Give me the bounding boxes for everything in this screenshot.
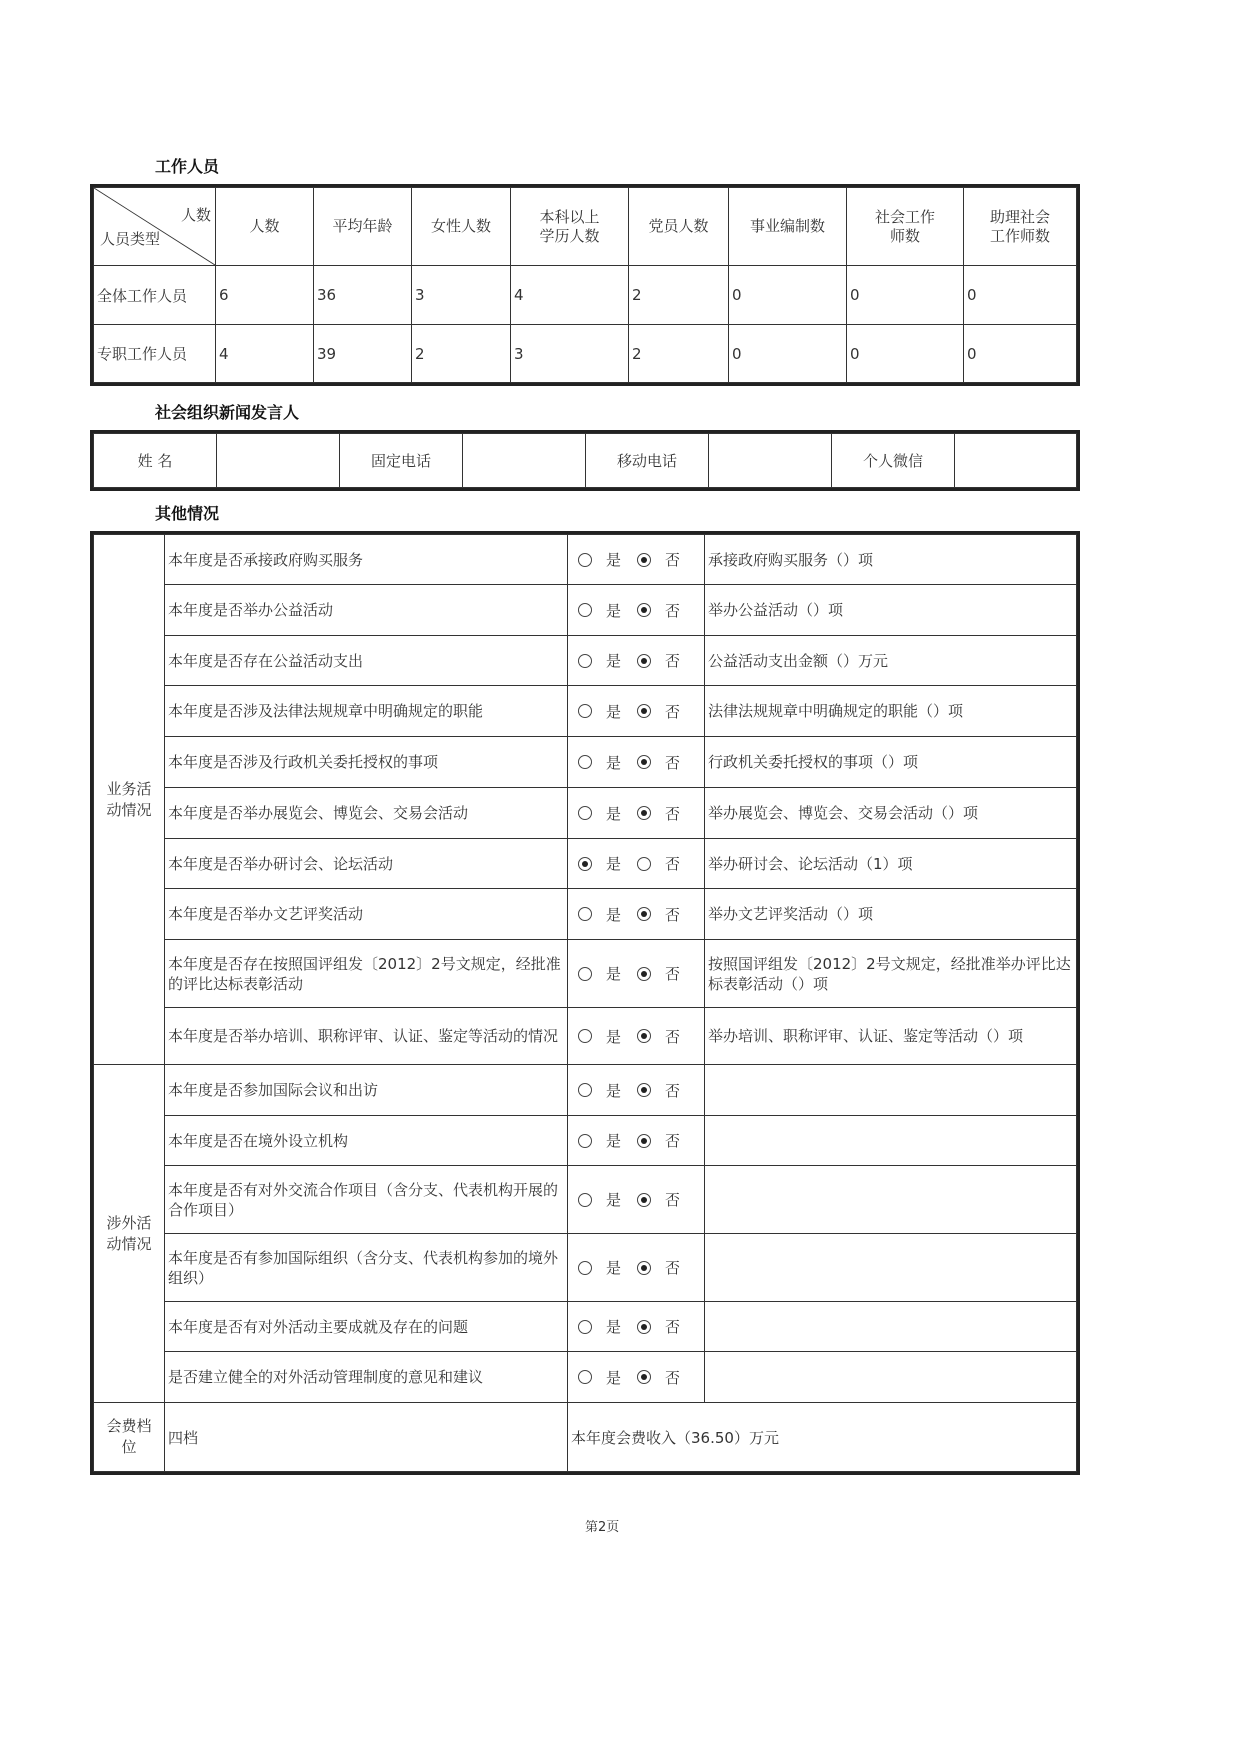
yes-no-choice (568, 737, 705, 788)
no-radio[interactable] (637, 603, 651, 617)
mobile-label: 移动电话 (586, 434, 709, 488)
no-label: 否 (665, 1368, 681, 1387)
yes-label: 是 (606, 551, 622, 569)
question-row (94, 1116, 1077, 1166)
question-row (94, 1234, 1077, 1302)
foreign-group-label: 涉外活 动情况 (94, 1065, 165, 1403)
detail-text: 按照国评组发〔2012〕2号文规定，经批准举办评比达标表彰活动（）项 (705, 940, 1077, 1008)
col-header: 女性人数 (412, 188, 511, 266)
question-text: 本年度是否举办研讨会、论坛活动 (165, 839, 568, 889)
no-radio[interactable] (637, 654, 651, 668)
no-radio[interactable] (637, 907, 651, 921)
no-radio[interactable] (637, 553, 651, 567)
question-text: 本年度是否有对外活动主要成就及存在的问题 (165, 1302, 568, 1352)
question-text: 本年度是否在境外设立机构 (165, 1116, 568, 1166)
yes-no-choice (568, 585, 705, 636)
no-label: 否 (665, 1191, 681, 1209)
table-cell: 3 (511, 325, 629, 383)
yes-radio[interactable] (578, 1370, 592, 1384)
yes-no-choice (568, 788, 705, 839)
yes-radio[interactable] (578, 755, 592, 769)
no-radio[interactable] (637, 755, 651, 769)
question-row (94, 1302, 1077, 1352)
mobile-field[interactable] (709, 434, 832, 488)
yes-radio[interactable] (578, 654, 592, 668)
yes-label: 是 (606, 1081, 622, 1100)
other-table (93, 534, 1077, 1472)
no-radio[interactable] (637, 1320, 651, 1334)
table-cell: 0 (964, 325, 1077, 383)
col-header: 党员人数 (629, 188, 729, 266)
question-row (94, 1166, 1077, 1234)
yes-no-choice (568, 839, 705, 889)
other-section-title: 其他情况 (155, 504, 220, 523)
question-row (94, 636, 1077, 686)
no-radio[interactable] (637, 1134, 651, 1148)
no-label: 否 (665, 551, 681, 569)
yes-label: 是 (606, 601, 622, 620)
yes-no-choice (568, 636, 705, 686)
fee-income: 本年度会费收入（36.50）万元 (568, 1403, 1077, 1472)
no-label: 否 (665, 1081, 681, 1100)
table-cell: 2 (412, 325, 511, 383)
question-row (94, 535, 1077, 585)
no-label: 否 (665, 753, 681, 772)
detail-text (705, 1302, 1077, 1352)
yes-radio[interactable] (578, 704, 592, 718)
spokesperson-section-title: 社会组织新闻发言人 (155, 403, 300, 422)
table-cell: 0 (964, 266, 1077, 325)
wechat-label: 个人微信 (832, 434, 955, 488)
yes-label: 是 (606, 1259, 622, 1277)
yes-radio[interactable] (578, 1320, 592, 1334)
spokesperson-table (93, 433, 1077, 488)
staff-table (93, 187, 1077, 383)
col-header: 本科以上 学历人数 (511, 188, 629, 266)
question-text: 本年度是否存在按照国评组发〔2012〕2号文规定，经批准的评比达标表彰活动 (165, 940, 568, 1008)
no-label: 否 (665, 1027, 681, 1046)
yes-radio[interactable] (578, 1083, 592, 1097)
question-text: 本年度是否举办公益活动 (165, 585, 568, 636)
question-text: 本年度是否参加国际会议和出访 (165, 1065, 568, 1116)
detail-text: 举办公益活动（）项 (705, 585, 1077, 636)
staff-header-diagonal-cell (94, 188, 216, 266)
yes-no-choice (568, 1352, 705, 1403)
header-col-label: 人员类型 (100, 230, 161, 248)
question-row (94, 1352, 1077, 1403)
table-cell: 3 (412, 266, 511, 325)
no-radio[interactable] (637, 1370, 651, 1384)
question-text: 本年度是否涉及法律法规规章中明确规定的职能 (165, 686, 568, 737)
yes-label: 是 (606, 1132, 622, 1150)
question-text: 是否建立健全的对外活动管理制度的意见和建议 (165, 1352, 568, 1403)
detail-text: 行政机关委托授权的事项（）项 (705, 737, 1077, 788)
no-radio[interactable] (637, 1193, 651, 1207)
no-radio[interactable] (637, 967, 651, 981)
table-cell: 0 (729, 266, 847, 325)
row-type: 专职工作人员 (94, 325, 216, 383)
table-cell: 0 (729, 325, 847, 383)
col-header: 事业编制数 (729, 188, 847, 266)
question-text: 本年度是否有参加国际组织（含分支、代表机构参加的境外组织） (165, 1234, 568, 1302)
yes-radio[interactable] (578, 603, 592, 617)
yes-label: 是 (606, 804, 622, 823)
table-row (94, 325, 1077, 383)
fee-row (94, 1403, 1077, 1472)
yes-radio[interactable] (578, 967, 592, 981)
no-radio[interactable] (637, 1083, 651, 1097)
no-label: 否 (665, 804, 681, 823)
col-header: 人数 (216, 188, 314, 266)
no-radio[interactable] (637, 704, 651, 718)
table-cell: 2 (629, 325, 729, 383)
business-group-label: 业务活 动情况 (94, 535, 165, 1065)
table-cell: 6 (216, 266, 314, 325)
question-row (94, 686, 1077, 737)
name-field[interactable] (217, 434, 340, 488)
question-row (94, 585, 1077, 636)
row-type: 全体工作人员 (94, 266, 216, 325)
yes-no-choice (568, 535, 705, 585)
yes-radio[interactable] (578, 553, 592, 567)
yes-label: 是 (606, 855, 622, 873)
detail-text: 法律法规规章中明确规定的职能（）项 (705, 686, 1077, 737)
col-header: 助理社会 工作师数 (964, 188, 1077, 266)
yes-label: 是 (606, 965, 622, 983)
wechat-field[interactable] (955, 434, 1077, 488)
yes-no-choice (568, 1234, 705, 1302)
yes-no-choice (568, 1166, 705, 1234)
yes-label: 是 (606, 1318, 622, 1336)
question-row (94, 940, 1077, 1008)
col-header: 社会工作 师数 (847, 188, 964, 266)
no-label: 否 (665, 601, 681, 620)
table-cell: 2 (629, 266, 729, 325)
page-number: 第2页 (585, 1520, 620, 1535)
staff-section-title: 工作人员 (155, 157, 220, 176)
fee-group-label: 会费档 位 (94, 1403, 165, 1472)
table-cell: 0 (847, 325, 964, 383)
question-row (94, 1065, 1077, 1116)
yes-radio[interactable] (578, 1193, 592, 1207)
yes-radio[interactable] (578, 857, 592, 871)
table-cell: 39 (314, 325, 412, 383)
question-text: 本年度是否举办培训、职称评审、认证、鉴定等活动的情况 (165, 1008, 568, 1065)
no-label: 否 (665, 965, 681, 983)
no-radio[interactable] (637, 1261, 651, 1275)
yes-label: 是 (606, 652, 622, 670)
yes-label: 是 (606, 905, 622, 924)
no-radio[interactable] (637, 1029, 651, 1043)
yes-no-choice (568, 1008, 705, 1065)
yes-no-choice (568, 889, 705, 940)
yes-no-choice (568, 1302, 705, 1352)
yes-no-choice (568, 1065, 705, 1116)
no-radio[interactable] (637, 806, 651, 820)
yes-radio[interactable] (578, 1134, 592, 1148)
detail-text: 举办研讨会、论坛活动（1）项 (705, 839, 1077, 889)
detail-text (705, 1166, 1077, 1234)
name-label: 姓 名 (94, 434, 217, 488)
yes-label: 是 (606, 753, 622, 772)
yes-label: 是 (606, 1191, 622, 1209)
table-cell: 4 (511, 266, 629, 325)
question-text: 本年度是否有对外交流合作项目（含分支、代表机构开展的合作项目） (165, 1166, 568, 1234)
detail-text: 承接政府购买服务（）项 (705, 535, 1077, 585)
no-label: 否 (665, 905, 681, 924)
detail-text: 举办文艺评奖活动（）项 (705, 889, 1077, 940)
detail-text (705, 1234, 1077, 1302)
detail-text: 公益活动支出金额（）万元 (705, 636, 1077, 686)
detail-text (705, 1116, 1077, 1166)
no-label: 否 (665, 652, 681, 670)
header-row-label: 人数 (180, 206, 211, 224)
yes-label: 是 (606, 1027, 622, 1046)
detail-text: 举办培训、职称评审、认证、鉴定等活动（）项 (705, 1008, 1077, 1065)
landline-label: 固定电话 (340, 434, 463, 488)
question-text: 本年度是否存在公益活动支出 (165, 636, 568, 686)
table-cell: 4 (216, 325, 314, 383)
yes-label: 是 (606, 702, 622, 721)
no-label: 否 (665, 1318, 681, 1336)
yes-radio[interactable] (578, 1029, 592, 1043)
landline-field[interactable] (463, 434, 586, 488)
yes-no-choice (568, 686, 705, 737)
yes-label: 是 (606, 1368, 622, 1387)
table-cell: 0 (847, 266, 964, 325)
table-cell: 36 (314, 266, 412, 325)
question-text: 本年度是否涉及行政机关委托授权的事项 (165, 737, 568, 788)
question-row (94, 1008, 1077, 1065)
detail-text: 举办展览会、博览会、交易会活动（）项 (705, 788, 1077, 839)
no-label: 否 (665, 1259, 681, 1277)
table-row (94, 266, 1077, 325)
question-row (94, 889, 1077, 940)
yes-no-choice (568, 940, 705, 1008)
question-row (94, 788, 1077, 839)
question-text: 本年度是否举办展览会、博览会、交易会活动 (165, 788, 568, 839)
detail-text (705, 1352, 1077, 1403)
question-text: 本年度是否举办文艺评奖活动 (165, 889, 568, 940)
yes-radio[interactable] (578, 806, 592, 820)
yes-radio[interactable] (578, 1261, 592, 1275)
question-row (94, 839, 1077, 889)
no-label: 否 (665, 1132, 681, 1150)
question-row (94, 737, 1077, 788)
yes-radio[interactable] (578, 907, 592, 921)
yes-no-choice (568, 1116, 705, 1166)
no-radio[interactable] (637, 857, 651, 871)
question-text: 本年度是否承接政府购买服务 (165, 535, 568, 585)
detail-text (705, 1065, 1077, 1116)
no-label: 否 (665, 855, 681, 873)
col-header: 平均年龄 (314, 188, 412, 266)
no-label: 否 (665, 702, 681, 721)
fee-level: 四档 (165, 1403, 568, 1472)
